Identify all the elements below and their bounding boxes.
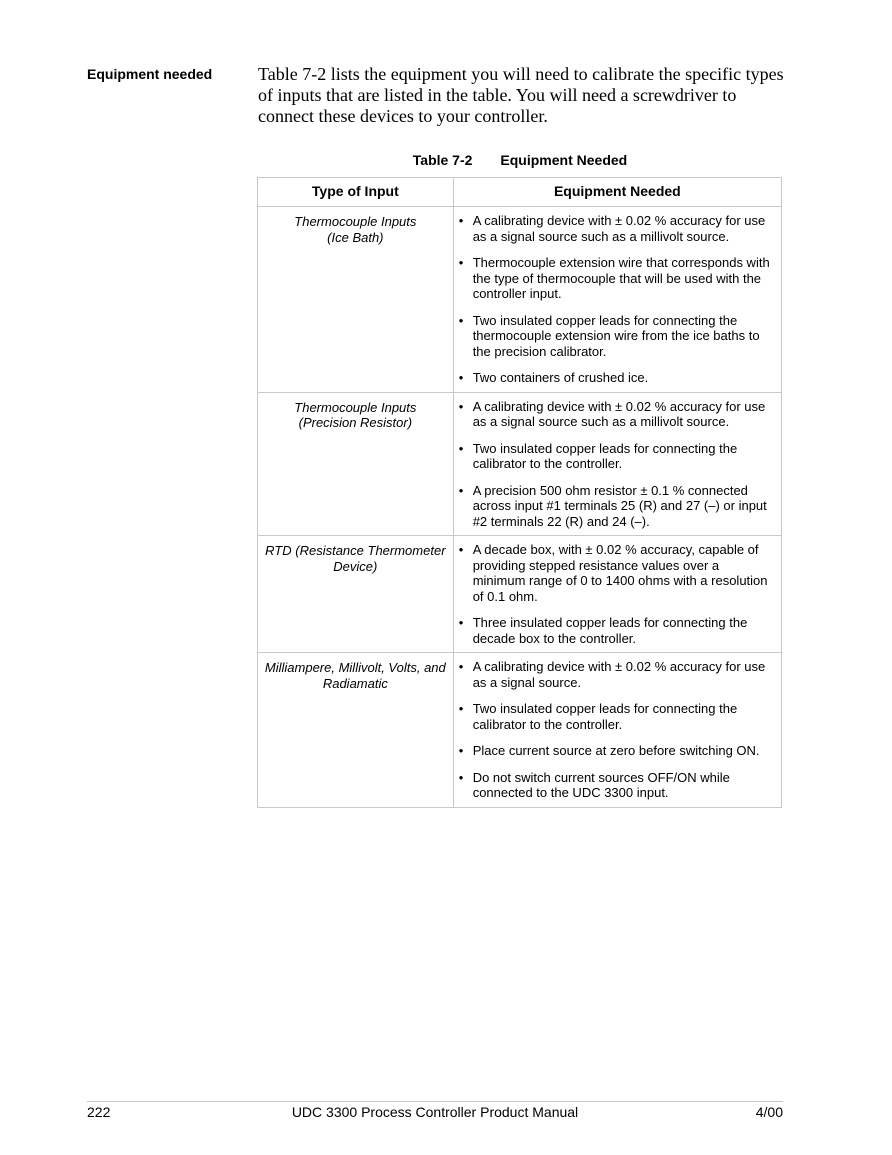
input-type-cell [258, 536, 454, 653]
table-caption [258, 152, 782, 168]
bullet-icon: • [458, 398, 464, 414]
input-type-label-line: Milliampere, Millivolt, Volts, and [264, 660, 446, 675]
equipment-list-item [454, 770, 775, 801]
table-header-row [258, 178, 782, 207]
equipment-item-text: Thermocouple extension wire that corresponds with the type of thermocouple that will be used with the controller input. [472, 255, 770, 301]
input-type-cell [258, 392, 454, 536]
bullet-icon: • [458, 659, 464, 674]
bullet-icon: • [458, 542, 464, 557]
equipment-cell [453, 392, 781, 536]
equipment-item-text: Two insulated copper leads for connecting the calibrator to the controller. [472, 701, 738, 732]
column-header-type: Type of Input [258, 178, 454, 207]
bullet-icon: • [458, 440, 464, 456]
equipment-list-item [454, 213, 775, 244]
input-type-cell [258, 653, 454, 808]
equipment-list-item [454, 313, 775, 360]
equipment-list [454, 659, 775, 801]
section-heading: Equipment needed [87, 66, 213, 82]
equipment-cell [453, 653, 781, 808]
equipment-list-item [454, 370, 775, 386]
table-row [258, 392, 782, 536]
equipment-item-text: A calibrating device with ± 0.02 % accuracy for use as a signal source such as a millivolt source. [472, 213, 766, 244]
column-header-equipment: Equipment Needed [453, 178, 781, 207]
table-row [258, 536, 782, 653]
equipment-item-text: A calibrating device with ± 0.02 % accuracy for use as a signal source. [472, 659, 766, 690]
bullet-icon: • [458, 743, 464, 758]
table-caption-number: Table 7-2 [412, 152, 473, 168]
equipment-item-text: Place current source at zero before switching ON. [472, 743, 760, 758]
bullet-icon: • [458, 213, 464, 228]
input-type-label-line: (Precision Resistor) [298, 415, 413, 430]
equipment-list-item [454, 441, 775, 472]
equipment-list [454, 213, 775, 386]
intro-paragraph: Table 7-2 lists the equipment you will need to calibrate the specific types of inputs that are listed in the table. You will need a screwdriver to connect these devices to your controller. [258, 64, 784, 126]
equipment-item-text: Three insulated copper leads for connecting the decade box to the controller. [472, 615, 748, 646]
equipment-item-text: Do not switch current sources OFF/ON while connected to the UDC 3300 input. [472, 769, 730, 800]
equipment-list-item [454, 483, 775, 530]
equipment-list-item [454, 659, 775, 690]
equipment-item-text: A decade box, with ± 0.02 % accuracy, capable of providing stepped resistance values over a minimum range of 0 to 1400 ohms with a resolution of 0.1 ohm. [472, 542, 768, 604]
bullet-icon: • [458, 701, 464, 716]
equipment-list-item [454, 255, 775, 302]
equipment-item-text: A calibrating device with ± 0.02 % accuracy for use as a signal source such as a millivolt source. [472, 398, 766, 429]
input-type-label-line: Radiamatic [322, 675, 388, 691]
input-type-label-line: Thermocouple Inputs [294, 214, 417, 229]
bullet-icon: • [458, 615, 464, 630]
bullet-icon: • [458, 370, 464, 385]
footer-divider [87, 1101, 783, 1102]
bullet-icon: • [458, 769, 464, 785]
input-type-label-line: Device) [333, 558, 378, 574]
equipment-list-item [454, 743, 775, 759]
page-number: 222 [87, 1104, 111, 1120]
input-type-label-line: (Ice Bath) [327, 229, 384, 245]
equipment-list-item [454, 399, 775, 430]
equipment-item-text: Two containers of crushed ice. [472, 370, 649, 385]
equipment-list-item [454, 542, 775, 604]
equipment-list-item [454, 615, 775, 646]
equipment-item-text: Two insulated copper leads for connecting the thermocouple extension wire from the ice baths to the precision calibrator. [472, 312, 760, 359]
equipment-cell [453, 536, 781, 653]
equipment-list-item [454, 701, 775, 732]
table-caption-title: Equipment Needed [500, 152, 628, 168]
equipment-cell [453, 207, 781, 393]
bullet-icon: • [458, 255, 464, 270]
equipment-table [257, 177, 782, 808]
table-row [258, 207, 782, 393]
revision-date: 4/00 [755, 1104, 783, 1120]
bullet-icon: • [458, 312, 464, 328]
equipment-item-text: A precision 500 ohm resistor ± 0.1 % connected across input #1 terminals 25 (R) and 27 (–) or input #2 terminals 22 (R) and 24 (–). [472, 482, 767, 529]
equipment-list [454, 542, 775, 646]
input-type-label-line: Thermocouple Inputs [294, 399, 417, 415]
equipment-list [454, 399, 775, 530]
table-row [258, 653, 782, 808]
input-type-cell [258, 207, 454, 393]
input-type-label-line: RTD (Resistance Thermometer [265, 543, 446, 558]
table-body [258, 207, 782, 808]
manual-title: UDC 3300 Process Controller Product Manual [291, 1104, 579, 1120]
equipment-item-text: Two insulated copper leads for connecting the calibrator to the controller. [472, 440, 738, 471]
bullet-icon: • [458, 482, 464, 498]
